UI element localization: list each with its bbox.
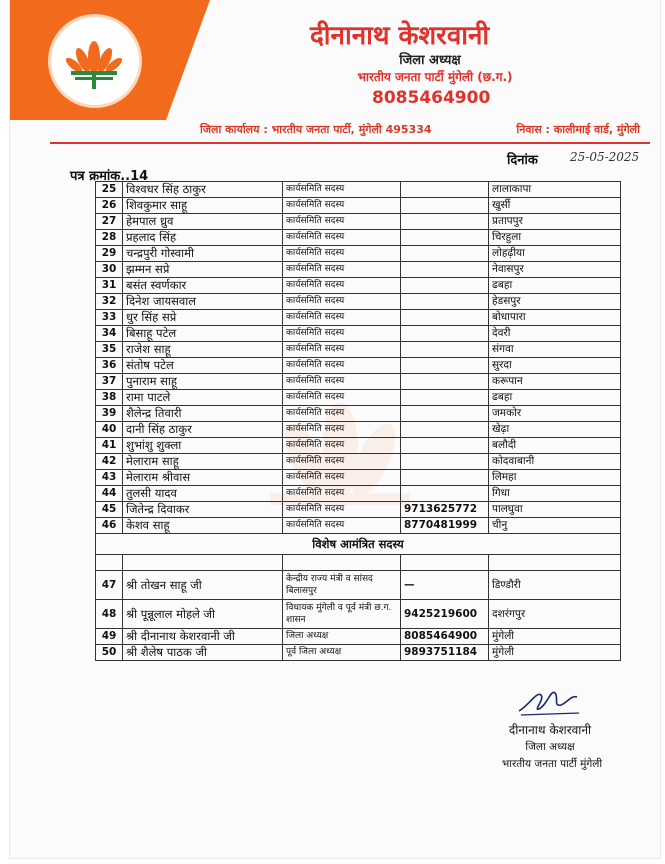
table-row: [96, 198, 621, 214]
lotus-icon: [61, 27, 127, 93]
member-place: लालाकापा: [489, 182, 621, 198]
member-phone: [401, 390, 489, 406]
table-row: [96, 600, 621, 629]
serial-number: 43: [96, 470, 123, 486]
serial-number: 48: [96, 600, 123, 629]
member-name: धुर सिंह सप्रे: [123, 310, 283, 326]
member-place: जमकोर: [489, 406, 621, 422]
table-row: [96, 278, 621, 294]
member-phone: 8085464900: [401, 629, 489, 645]
blank-cell: [489, 555, 621, 571]
member-place: चीनु: [489, 518, 621, 534]
member-place: खुर्सी: [489, 198, 621, 214]
signatory-post: जिला अध्यक्ष: [525, 741, 575, 753]
member-table: [95, 181, 621, 661]
table-row: [96, 438, 621, 454]
member-phone: [401, 214, 489, 230]
member-phone: [401, 278, 489, 294]
table-row: [96, 262, 621, 278]
member-place: लोहढ़ीया: [489, 246, 621, 262]
blank-cell: [123, 555, 283, 571]
table-row: [96, 454, 621, 470]
member-name: दिनेश जायसवाल: [123, 294, 283, 310]
member-designation: कार्यसमिति सदस्य: [283, 374, 401, 390]
member-place: कोदवाबानी: [489, 454, 621, 470]
serial-number: 39: [96, 406, 123, 422]
member-place: सुरदा: [489, 358, 621, 374]
member-phone: [401, 326, 489, 342]
member-designation: कार्यसमिति सदस्य: [283, 326, 401, 342]
member-name: श्री तोखन साहू जी: [123, 571, 283, 600]
member-designation: कार्यसमिति सदस्य: [283, 342, 401, 358]
member-name: पुनाराम साहू: [123, 374, 283, 390]
office-address: जिला कार्यालय : भारतीय जनता पार्टी, मुंगेली 495334: [200, 123, 432, 136]
table-row: [96, 294, 621, 310]
serial-number: 37: [96, 374, 123, 390]
serial-number: 35: [96, 342, 123, 358]
member-phone: [401, 182, 489, 198]
member-designation: कार्यसमिति सदस्य: [283, 246, 401, 262]
serial-number: 49: [96, 629, 123, 645]
member-place: बोधापारा: [489, 310, 621, 326]
member-place: संगवा: [489, 342, 621, 358]
member-designation: कार्यसमिति सदस्य: [283, 358, 401, 374]
section-title: विशेष आमंत्रित सदस्य: [96, 534, 621, 555]
member-name: बिसाहू पटेल: [123, 326, 283, 342]
member-name: रामा पाटले: [123, 390, 283, 406]
member-place: खेढ़ा: [489, 422, 621, 438]
member-phone: [401, 438, 489, 454]
member-designation: पूर्व जिला अध्यक्ष: [283, 645, 401, 661]
member-phone: [401, 246, 489, 262]
table-row: [96, 422, 621, 438]
member-name: श्री शैलेष पाठक जी: [123, 645, 283, 661]
member-name: शिवकुमार साहू: [123, 198, 283, 214]
table-row: [96, 406, 621, 422]
serial-number: 30: [96, 262, 123, 278]
member-name: शुभांशु शुक्ला: [123, 438, 283, 454]
member-designation: कार्यसमिति सदस्य: [283, 214, 401, 230]
member-name: मेलाराम साहू: [123, 454, 283, 470]
member-phone: [401, 310, 489, 326]
member-place: गिधा: [489, 486, 621, 502]
date-label: दिनांक: [507, 153, 538, 168]
member-designation: कार्यसमिति सदस्य: [283, 518, 401, 534]
serial-number: 33: [96, 310, 123, 326]
member-name: तुलसी यादव: [123, 486, 283, 502]
member-name: हेमपाल ध्रुव: [123, 214, 283, 230]
table-row: [96, 310, 621, 326]
member-phone: [401, 262, 489, 278]
member-name: चन्द्रपुरी गोस्वामी: [123, 246, 283, 262]
table-row: [96, 230, 621, 246]
member-phone: [401, 342, 489, 358]
member-name: राजेश साहू: [123, 342, 283, 358]
serial-number: 31: [96, 278, 123, 294]
serial-number: 28: [96, 230, 123, 246]
serial-number: 27: [96, 214, 123, 230]
member-phone: [401, 470, 489, 486]
member-name: दानी सिंह ठाकुर: [123, 422, 283, 438]
member-designation: कार्यसमिति सदस्य: [283, 454, 401, 470]
serial-number: 32: [96, 294, 123, 310]
member-phone: [401, 230, 489, 246]
member-phone: [401, 422, 489, 438]
table-row: [96, 374, 621, 390]
serial-number: 36: [96, 358, 123, 374]
member-place: ढबहा: [489, 390, 621, 406]
serial-number: 25: [96, 182, 123, 198]
member-name: झम्मन सप्रे: [123, 262, 283, 278]
signatory-party: भारतीय जनता पार्टी मुंगेली: [501, 758, 603, 770]
header-divider: [50, 142, 650, 144]
member-phone: [401, 358, 489, 374]
member-designation: कार्यसमिति सदस्य: [283, 406, 401, 422]
serial-number: 45: [96, 502, 123, 518]
signature-mark: [515, 685, 585, 719]
blank-cell: [283, 555, 401, 571]
serial-number: 50: [96, 645, 123, 661]
member-designation: कार्यसमिति सदस्य: [283, 294, 401, 310]
letterhead-party: भारतीय जनता पार्टी मुंगेली (छ.ग.): [357, 70, 513, 84]
section-row: [96, 534, 621, 555]
member-designation: कार्यसमिति सदस्य: [283, 310, 401, 326]
member-place: बलौदी: [489, 438, 621, 454]
member-designation: कार्यसमिति सदस्य: [283, 182, 401, 198]
serial-number: 41: [96, 438, 123, 454]
serial-number: 47: [96, 571, 123, 600]
member-designation: जिला अध्यक्ष: [283, 629, 401, 645]
member-phone: 9713625772: [401, 502, 489, 518]
member-name: मेलाराम श्रीवास: [123, 470, 283, 486]
member-place: नेवासपुर: [489, 262, 621, 278]
member-designation: कार्यसमिति सदस्य: [283, 502, 401, 518]
member-phone: [401, 198, 489, 214]
member-name: श्री दीनानाथ केशरवानी जी: [123, 629, 283, 645]
member-name: शैलेन्द्र तिवारी: [123, 406, 283, 422]
member-designation: कार्यसमिति सदस्य: [283, 486, 401, 502]
member-designation: केन्द्रीय राज्य मंत्री व सांसद बिलासपुर: [283, 571, 401, 600]
member-place: मुंगेली: [489, 629, 621, 645]
letterhead-name: दीनानाथ केशरवानी: [310, 21, 490, 51]
signatory-name: दीनानाथ केशरवानी: [508, 723, 592, 737]
address-line: [170, 122, 640, 138]
member-place: प्रतापपुर: [489, 214, 621, 230]
member-designation: विधायक मुंगेली व पूर्व मंत्री छ.ग. शासन: [283, 600, 401, 629]
member-name: बसंत स्वर्णकार: [123, 278, 283, 294]
member-name: प्रहलाद सिंह: [123, 230, 283, 246]
serial-number: 29: [96, 246, 123, 262]
member-name: श्री पून्नूलाल मोहले जी: [123, 600, 283, 629]
member-designation: कार्यसमिति सदस्य: [283, 470, 401, 486]
table-row: [96, 629, 621, 645]
letterhead-post: जिला अध्यक्ष: [399, 53, 461, 68]
member-name: विश्वधर सिंह ठाकुर: [123, 182, 283, 198]
table-row: [96, 246, 621, 262]
member-designation: कार्यसमिति सदस्य: [283, 438, 401, 454]
table-row: [96, 182, 621, 198]
member-phone: [401, 406, 489, 422]
member-phone: [401, 294, 489, 310]
member-name: केशव साहू: [123, 518, 283, 534]
member-place: पालघुवा: [489, 502, 621, 518]
member-designation: कार्यसमिति सदस्य: [283, 262, 401, 278]
member-place: लिमहा: [489, 470, 621, 486]
member-designation: कार्यसमिति सदस्य: [283, 422, 401, 438]
letterhead-phone: 8085464900: [372, 88, 491, 108]
table-row: [96, 645, 621, 661]
member-phone: [401, 374, 489, 390]
member-phone: 9893751184: [401, 645, 489, 661]
residence-address: निवास : कालीमाई वार्ड, मुंगेली: [516, 123, 640, 136]
table-row: [96, 214, 621, 230]
member-designation: कार्यसमिति सदस्य: [283, 390, 401, 406]
member-phone: [401, 486, 489, 502]
member-place: करूपान: [489, 374, 621, 390]
member-phone: 8770481999: [401, 518, 489, 534]
table-row: [96, 390, 621, 406]
member-place: चिरहुला: [489, 230, 621, 246]
blank-row: [96, 555, 621, 571]
member-designation: कार्यसमिति सदस्य: [283, 230, 401, 246]
member-place: हेडसपुर: [489, 294, 621, 310]
blank-cell: [401, 555, 489, 571]
member-phone: —: [401, 571, 489, 600]
member-name: जितेन्द्र दिवाकर: [123, 502, 283, 518]
serial-number: 40: [96, 422, 123, 438]
member-place: मुंगेली: [489, 645, 621, 661]
member-place: ढबहा: [489, 278, 621, 294]
serial-number: 46: [96, 518, 123, 534]
member-place: देवरी: [489, 326, 621, 342]
table-row: [96, 326, 621, 342]
letter-number: पत्र क्रमांक..14: [70, 169, 149, 184]
table-row: [96, 502, 621, 518]
table-row: [96, 571, 621, 600]
serial-number: 34: [96, 326, 123, 342]
letter-page: [10, 0, 660, 858]
blank-cell: [96, 555, 123, 571]
table-row: [96, 518, 621, 534]
table-row: [96, 470, 621, 486]
member-designation: कार्यसमिति सदस्य: [283, 198, 401, 214]
date-value: 25-05-2025: [570, 150, 640, 164]
member-phone: [401, 454, 489, 470]
member-name: संतोष पटेल: [123, 358, 283, 374]
table-row: [96, 486, 621, 502]
table-row: [96, 358, 621, 374]
serial-number: 42: [96, 454, 123, 470]
member-place: दशरंगपुर: [489, 600, 621, 629]
member-designation: कार्यसमिति सदस्य: [283, 278, 401, 294]
member-phone: 9425219600: [401, 600, 489, 629]
bjp-lotus-logo: [48, 14, 142, 108]
table-row: [96, 342, 621, 358]
serial-number: 44: [96, 486, 123, 502]
member-place: डिण्डौरी: [489, 571, 621, 600]
serial-number: 38: [96, 390, 123, 406]
serial-number: 26: [96, 198, 123, 214]
